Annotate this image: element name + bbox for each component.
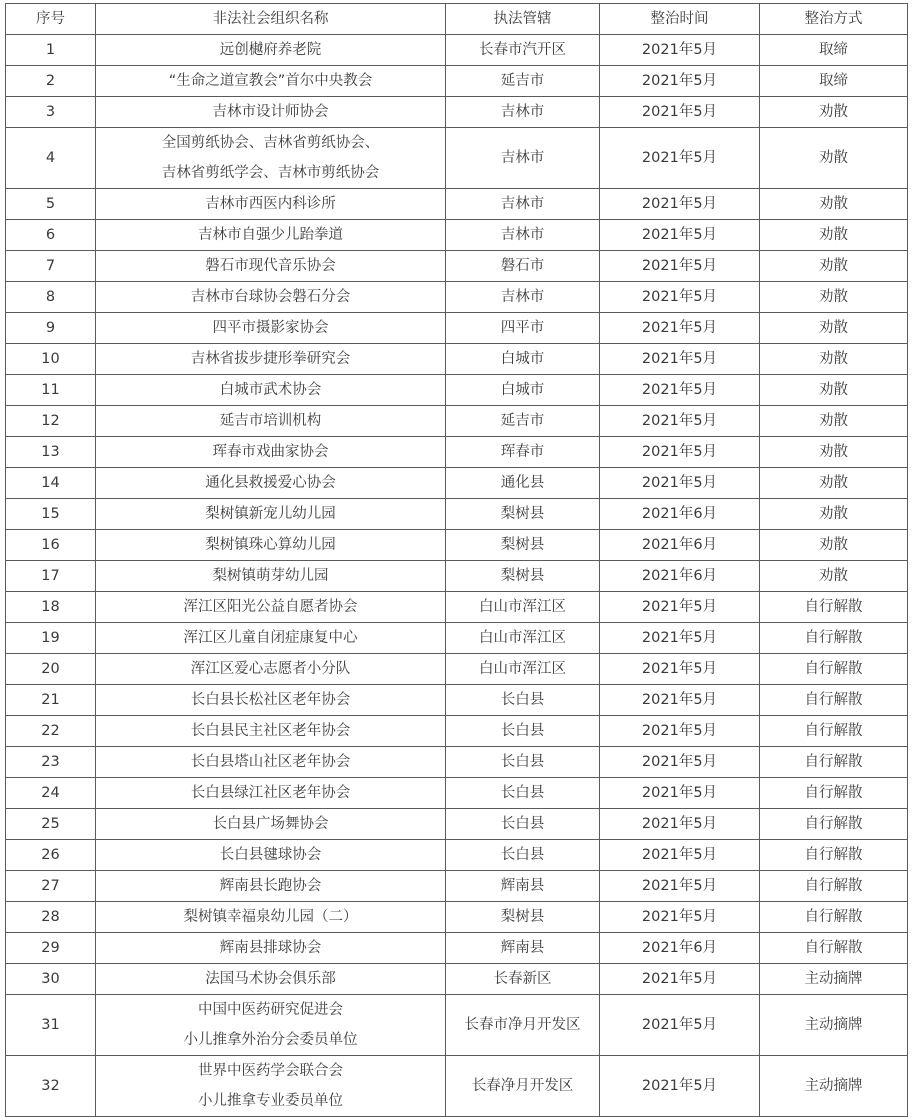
jurisdiction-cell: 长白县 xyxy=(446,716,600,747)
organization-name-cell xyxy=(96,654,446,685)
rectification-method-cell: 劝散 xyxy=(760,313,908,344)
organization-name-cell xyxy=(96,499,446,530)
rectification-method-cell: 取缔 xyxy=(760,66,908,97)
row-number-cell: 27 xyxy=(6,871,96,902)
rectification-method-cell: 劝散 xyxy=(760,97,908,128)
jurisdiction-cell: 梨树县 xyxy=(446,499,600,530)
organization-name-line: 长白县绿江社区老年协会 xyxy=(190,785,351,801)
organization-name-line: 吉林市自强少儿跆拳道 xyxy=(198,227,343,243)
organization-name-line: 通化县救援爱心协会 xyxy=(205,475,336,491)
jurisdiction-cell: 延吉市 xyxy=(446,406,600,437)
table-row xyxy=(6,747,908,778)
jurisdiction-cell: 长春市净月开发区 xyxy=(446,995,600,1056)
rectification-time-cell: 2021年6月 xyxy=(600,561,760,592)
row-number-cell: 30 xyxy=(6,964,96,995)
table-row xyxy=(6,220,908,251)
header-cell-area: 执法管辖 xyxy=(446,4,600,35)
row-number-cell: 13 xyxy=(6,437,96,468)
rectification-time-cell: 2021年5月 xyxy=(600,995,760,1056)
row-number-cell: 4 xyxy=(6,128,96,189)
organization-name-cell xyxy=(96,468,446,499)
rectification-method-cell: 自行解散 xyxy=(760,840,908,871)
organization-name-cell xyxy=(96,778,446,809)
row-number-cell: 32 xyxy=(6,1056,96,1117)
organization-name-cell xyxy=(96,375,446,406)
jurisdiction-cell: 吉林市 xyxy=(446,128,600,189)
organization-name-line: 法国马术协会俱乐部 xyxy=(205,971,336,987)
organization-name-cell xyxy=(96,561,446,592)
organization-name-line: 梨树镇幸福泉幼儿园（二） xyxy=(183,909,358,925)
organization-name-cell xyxy=(96,747,446,778)
table-row xyxy=(6,685,908,716)
jurisdiction-cell: 长春净月开发区 xyxy=(446,1056,600,1117)
row-number-cell: 23 xyxy=(6,747,96,778)
organization-name-line: 四平市摄影家协会 xyxy=(212,320,329,336)
row-number-cell: 26 xyxy=(6,840,96,871)
organization-name-cell xyxy=(96,809,446,840)
organization-name-line: 长白县长松社区老年协会 xyxy=(190,692,351,708)
row-number-cell: 17 xyxy=(6,561,96,592)
organization-name-line: 磐石市现代音乐协会 xyxy=(205,258,336,274)
organization-name-cell xyxy=(96,313,446,344)
header-cell-name: 非法社会组织名称 xyxy=(96,4,446,35)
organization-name-cell xyxy=(96,406,446,437)
jurisdiction-cell: 长白县 xyxy=(446,840,600,871)
rectification-time-cell: 2021年5月 xyxy=(600,623,760,654)
organization-name-cell xyxy=(96,871,446,902)
rectification-method-cell: 自行解散 xyxy=(760,778,908,809)
table-row xyxy=(6,35,908,66)
rectification-time-cell: 2021年5月 xyxy=(600,406,760,437)
organization-name-line: 小儿推拿专业委员单位 xyxy=(198,1093,343,1109)
rectification-method-cell: 劝散 xyxy=(760,282,908,313)
jurisdiction-cell: 长白县 xyxy=(446,778,600,809)
organization-name-line: 梨树镇新宠儿幼儿园 xyxy=(205,506,336,522)
rectification-method-cell: 劝散 xyxy=(760,530,908,561)
organization-name-cell xyxy=(96,35,446,66)
table-row xyxy=(6,437,908,468)
organization-name-line: 延吉市培训机构 xyxy=(219,413,322,429)
rectification-method-cell: 主动摘牌 xyxy=(760,995,908,1056)
jurisdiction-cell: 辉南县 xyxy=(446,933,600,964)
jurisdiction-cell: 吉林市 xyxy=(446,189,600,220)
rectification-time-cell: 2021年5月 xyxy=(600,437,760,468)
rectification-time-cell: 2021年5月 xyxy=(600,871,760,902)
table-row xyxy=(6,97,908,128)
table-row xyxy=(6,344,908,375)
organization-name-line: 吉林省剪纸学会、吉林市剪纸协会 xyxy=(161,165,380,181)
illegal-organizations-table xyxy=(5,3,908,1117)
organization-name-line: 长白县广场舞协会 xyxy=(212,816,329,832)
table-row xyxy=(6,406,908,437)
header-cell-no: 序号 xyxy=(6,4,96,35)
rectification-time-cell: 2021年5月 xyxy=(600,251,760,282)
row-number-cell: 25 xyxy=(6,809,96,840)
organization-name-line: 远创樾府养老院 xyxy=(219,42,322,58)
organization-name-line: 小儿推拿外治分会委员单位 xyxy=(183,1032,358,1048)
table-row xyxy=(6,809,908,840)
rectification-time-cell: 2021年5月 xyxy=(600,35,760,66)
table-row xyxy=(6,251,908,282)
organization-name-cell xyxy=(96,685,446,716)
row-number-cell: 14 xyxy=(6,468,96,499)
jurisdiction-cell: 梨树县 xyxy=(446,561,600,592)
rectification-time-cell: 2021年5月 xyxy=(600,654,760,685)
rectification-method-cell: 自行解散 xyxy=(760,902,908,933)
jurisdiction-cell: 延吉市 xyxy=(446,66,600,97)
table-row xyxy=(6,530,908,561)
jurisdiction-cell: 长白县 xyxy=(446,685,600,716)
organization-name-line: 白城市武术协会 xyxy=(219,382,322,398)
table-row xyxy=(6,623,908,654)
organization-name-line: “生命之道宣教会”首尔中央教会 xyxy=(168,73,373,89)
row-number-cell: 18 xyxy=(6,592,96,623)
organization-name-line: 珲春市戏曲家协会 xyxy=(212,444,329,460)
rectification-method-cell: 取缔 xyxy=(760,35,908,66)
table-row xyxy=(6,561,908,592)
table-row xyxy=(6,995,908,1056)
row-number-cell: 16 xyxy=(6,530,96,561)
organization-name-cell xyxy=(96,933,446,964)
jurisdiction-cell: 长白县 xyxy=(446,747,600,778)
jurisdiction-cell: 磐石市 xyxy=(446,251,600,282)
organization-name-cell xyxy=(96,592,446,623)
table-row xyxy=(6,468,908,499)
table-row xyxy=(6,313,908,344)
organization-name-cell xyxy=(96,1056,446,1117)
rectification-method-cell: 劝散 xyxy=(760,499,908,530)
rectification-method-cell: 劝散 xyxy=(760,561,908,592)
organization-name-line: 长白县塔山社区老年协会 xyxy=(190,754,351,770)
rectification-time-cell: 2021年5月 xyxy=(600,592,760,623)
rectification-method-cell: 劝散 xyxy=(760,406,908,437)
row-number-cell: 24 xyxy=(6,778,96,809)
rectification-time-cell: 2021年5月 xyxy=(600,128,760,189)
rectification-time-cell: 2021年6月 xyxy=(600,499,760,530)
organization-name-line: 吉林市台球协会磐石分会 xyxy=(190,289,351,305)
table-row xyxy=(6,778,908,809)
row-number-cell: 5 xyxy=(6,189,96,220)
jurisdiction-cell: 长白县 xyxy=(446,809,600,840)
rectification-time-cell: 2021年5月 xyxy=(600,375,760,406)
table-row xyxy=(6,375,908,406)
table-row xyxy=(6,128,908,189)
jurisdiction-cell: 白山市浑江区 xyxy=(446,654,600,685)
organization-name-cell xyxy=(96,282,446,313)
table-row xyxy=(6,499,908,530)
rectification-time-cell: 2021年5月 xyxy=(600,189,760,220)
rectification-method-cell: 主动摘牌 xyxy=(760,1056,908,1117)
organization-name-line: 辉南县排球协会 xyxy=(219,940,322,956)
rectification-time-cell: 2021年5月 xyxy=(600,220,760,251)
jurisdiction-cell: 白山市浑江区 xyxy=(446,623,600,654)
row-number-cell: 10 xyxy=(6,344,96,375)
organization-name-line: 梨树镇萌芽幼儿园 xyxy=(212,568,329,584)
rectification-time-cell: 2021年5月 xyxy=(600,840,760,871)
row-number-cell: 1 xyxy=(6,35,96,66)
row-number-cell: 12 xyxy=(6,406,96,437)
rectification-time-cell: 2021年5月 xyxy=(600,97,760,128)
organization-name-line: 中国中医药研究促进会 xyxy=(198,1002,343,1018)
organization-name-cell xyxy=(96,189,446,220)
organization-name-cell xyxy=(96,964,446,995)
table-row xyxy=(6,282,908,313)
table-row xyxy=(6,933,908,964)
rectification-method-cell: 劝散 xyxy=(760,344,908,375)
organization-name-cell xyxy=(96,902,446,933)
rectification-time-cell: 2021年5月 xyxy=(600,716,760,747)
organization-name-line: 吉林省拔步捷形拳研究会 xyxy=(190,351,351,367)
jurisdiction-cell: 四平市 xyxy=(446,313,600,344)
organization-name-cell xyxy=(96,623,446,654)
rectification-method-cell: 自行解散 xyxy=(760,809,908,840)
rectification-method-cell: 自行解散 xyxy=(760,685,908,716)
organization-name-line: 浑江区儿童自闭症康复中心 xyxy=(183,630,358,646)
header-cell-time: 整治时间 xyxy=(600,4,760,35)
rectification-method-cell: 自行解散 xyxy=(760,747,908,778)
rectification-method-cell: 自行解散 xyxy=(760,871,908,902)
table-row xyxy=(6,654,908,685)
table-row xyxy=(6,964,908,995)
jurisdiction-cell: 梨树县 xyxy=(446,530,600,561)
table-row xyxy=(6,871,908,902)
organization-name-line: 长白县民主社区老年协会 xyxy=(190,723,351,739)
table-row xyxy=(6,1056,908,1117)
organization-name-line: 梨树镇珠心算幼儿园 xyxy=(205,537,336,553)
rectification-method-cell: 劝散 xyxy=(760,220,908,251)
organization-name-line: 吉林市设计师协会 xyxy=(212,104,329,120)
rectification-method-cell: 劝散 xyxy=(760,251,908,282)
row-number-cell: 29 xyxy=(6,933,96,964)
table-row xyxy=(6,716,908,747)
rectification-time-cell: 2021年5月 xyxy=(600,685,760,716)
rectification-time-cell: 2021年6月 xyxy=(600,530,760,561)
organization-name-cell xyxy=(96,344,446,375)
rectification-time-cell: 2021年5月 xyxy=(600,902,760,933)
jurisdiction-cell: 吉林市 xyxy=(446,97,600,128)
row-number-cell: 9 xyxy=(6,313,96,344)
organization-name-line: 全国剪纸协会、吉林省剪纸协会、 xyxy=(161,135,380,151)
organization-name-line: 浑江区爱心志愿者小分队 xyxy=(190,661,351,677)
organization-name-line: 辉南县长跑协会 xyxy=(219,878,322,894)
jurisdiction-cell: 白山市浑江区 xyxy=(446,592,600,623)
rectification-method-cell: 自行解散 xyxy=(760,716,908,747)
organization-name-cell xyxy=(96,66,446,97)
organization-name-cell xyxy=(96,128,446,189)
organization-name-line: 浑江区阳光公益自愿者协会 xyxy=(183,599,358,615)
organization-name-cell xyxy=(96,220,446,251)
organization-name-line: 吉林市西医内科诊所 xyxy=(205,196,336,212)
rectification-time-cell: 2021年5月 xyxy=(600,313,760,344)
row-number-cell: 7 xyxy=(6,251,96,282)
jurisdiction-cell: 梨树县 xyxy=(446,902,600,933)
row-number-cell: 19 xyxy=(6,623,96,654)
organization-name-cell xyxy=(96,530,446,561)
jurisdiction-cell: 长春市汽开区 xyxy=(446,35,600,66)
rectification-time-cell: 2021年6月 xyxy=(600,933,760,964)
table-header-row xyxy=(6,4,908,35)
table-row xyxy=(6,902,908,933)
row-number-cell: 31 xyxy=(6,995,96,1056)
rectification-time-cell: 2021年5月 xyxy=(600,964,760,995)
rectification-method-cell: 自行解散 xyxy=(760,654,908,685)
jurisdiction-cell: 辉南县 xyxy=(446,871,600,902)
table-row xyxy=(6,66,908,97)
rectification-method-cell: 劝散 xyxy=(760,189,908,220)
rectification-method-cell: 自行解散 xyxy=(760,623,908,654)
rectification-method-cell: 自行解散 xyxy=(760,933,908,964)
rectification-time-cell: 2021年5月 xyxy=(600,747,760,778)
row-number-cell: 8 xyxy=(6,282,96,313)
row-number-cell: 3 xyxy=(6,97,96,128)
organization-name-line: 长白县毽球协会 xyxy=(219,847,322,863)
jurisdiction-cell: 白城市 xyxy=(446,344,600,375)
rectification-time-cell: 2021年5月 xyxy=(600,1056,760,1117)
rectification-time-cell: 2021年5月 xyxy=(600,282,760,313)
row-number-cell: 6 xyxy=(6,220,96,251)
rectification-time-cell: 2021年5月 xyxy=(600,66,760,97)
organization-name-cell xyxy=(96,840,446,871)
organization-name-cell xyxy=(96,97,446,128)
row-number-cell: 22 xyxy=(6,716,96,747)
row-number-cell: 20 xyxy=(6,654,96,685)
table-body xyxy=(6,35,908,1117)
table-row xyxy=(6,592,908,623)
rectification-method-cell: 自行解散 xyxy=(760,592,908,623)
jurisdiction-cell: 通化县 xyxy=(446,468,600,499)
rectification-time-cell: 2021年5月 xyxy=(600,778,760,809)
rectification-method-cell: 主动摘牌 xyxy=(760,964,908,995)
row-number-cell: 2 xyxy=(6,66,96,97)
rectification-method-cell: 劝散 xyxy=(760,468,908,499)
organization-name-line: 世界中医药学会联合会 xyxy=(198,1063,343,1079)
rectification-time-cell: 2021年5月 xyxy=(600,468,760,499)
jurisdiction-cell: 吉林市 xyxy=(446,282,600,313)
jurisdiction-cell: 吉林市 xyxy=(446,220,600,251)
organization-name-cell xyxy=(96,251,446,282)
rectification-method-cell: 劝散 xyxy=(760,375,908,406)
organization-name-cell xyxy=(96,437,446,468)
rectification-method-cell: 劝散 xyxy=(760,128,908,189)
table-row xyxy=(6,840,908,871)
row-number-cell: 28 xyxy=(6,902,96,933)
table-row xyxy=(6,189,908,220)
row-number-cell: 11 xyxy=(6,375,96,406)
organization-name-cell xyxy=(96,995,446,1056)
organization-name-cell xyxy=(96,716,446,747)
rectification-method-cell: 劝散 xyxy=(760,437,908,468)
jurisdiction-cell: 珲春市 xyxy=(446,437,600,468)
rectification-time-cell: 2021年5月 xyxy=(600,809,760,840)
row-number-cell: 15 xyxy=(6,499,96,530)
jurisdiction-cell: 白城市 xyxy=(446,375,600,406)
row-number-cell: 21 xyxy=(6,685,96,716)
rectification-time-cell: 2021年5月 xyxy=(600,344,760,375)
header-cell-method: 整治方式 xyxy=(760,4,908,35)
jurisdiction-cell: 长春新区 xyxy=(446,964,600,995)
